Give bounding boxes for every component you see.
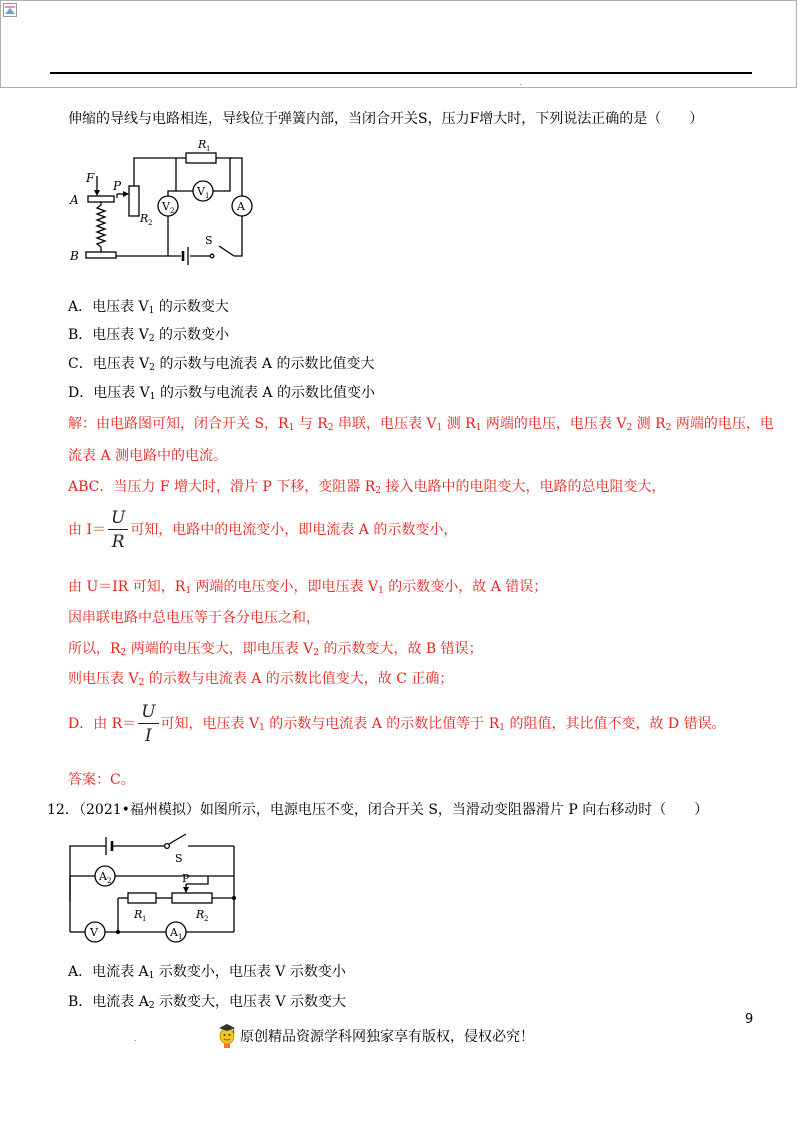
voltmeter-v1: V bbox=[197, 185, 205, 198]
label-r2-q12-sub: 2 bbox=[204, 915, 209, 923]
label-switch-s2: S bbox=[175, 852, 183, 865]
solution-line-8: 则电压表 $V_2$ 的示数与电流表 A 的示数比值变大，故 C 正确； bbox=[68, 671, 454, 688]
q12-number: 12． bbox=[47, 802, 79, 818]
label-r2: R bbox=[140, 212, 149, 225]
voltmeter-v1-sub: 1 bbox=[205, 192, 210, 200]
ammeter-a1: A bbox=[170, 926, 178, 939]
footer-dot: . bbox=[134, 1034, 137, 1043]
label-slider-p: P bbox=[113, 179, 122, 193]
page-header bbox=[0, 0, 797, 88]
solution-line-7: 所以，$R_2$ 两端的电压变大，即电压表 $V_2$ 的示数变大，故 B 错误； bbox=[68, 641, 483, 658]
q12-option-a: A．电流表 $A_1$ 示数变小，电压表 V 示数变小 bbox=[68, 964, 346, 981]
label-slider-p2: P bbox=[182, 872, 190, 885]
label-r1-q12: R bbox=[134, 908, 143, 921]
fraction-u-over-i: $\frac{U}{I}$ bbox=[138, 703, 158, 745]
solution-line-2: 流表 A 测电路中的电流。 bbox=[68, 448, 228, 464]
label-force-f: F bbox=[86, 171, 95, 185]
label-r1-sub: 1 bbox=[206, 145, 211, 153]
header-rule bbox=[50, 72, 752, 74]
mascot-logo-icon bbox=[216, 1023, 238, 1049]
label-r2-q12: R bbox=[196, 908, 205, 921]
voltmeter-v2-sub: 2 bbox=[170, 207, 175, 215]
q11-circuit-diagram bbox=[62, 136, 262, 268]
solution-line-6: 因串联电路中总电压等于各分电压之和， bbox=[68, 610, 320, 626]
ammeter-a1-sub: 1 bbox=[178, 933, 183, 941]
q11-option-a: A．电压表 $V_1$ 的示数变大 bbox=[68, 299, 229, 316]
page-number: 9 bbox=[745, 1012, 754, 1027]
q11-option-d: D．电压表 $V_1$ 的示数与电流表 A 的示数比值变小 bbox=[68, 385, 375, 402]
q12-option-b: B．电流表 $A_2$ 示数变大，电压表 V 示数变大 bbox=[68, 994, 347, 1011]
broken-image-icon bbox=[3, 3, 17, 17]
q12-circuit-diagram bbox=[62, 832, 246, 944]
label-r1-q12-sub: 1 bbox=[142, 915, 147, 923]
fraction-u-over-r: $\frac{U}{R}$ bbox=[108, 509, 128, 551]
solution-line-3: ABC．当压力 F 增大时，滑片 P 下移，变阻器 $R_2$ 接入电路中的电阻变大，电路的总电阻变大， bbox=[68, 479, 666, 496]
label-plate-b: B bbox=[70, 249, 79, 263]
q11-stem: 伸缩的导线与电路相连，导线位于弹簧内部，当闭合开关S，压力F增大时，下列说法正确的是（ ） bbox=[68, 111, 704, 127]
label-r2-sub: 2 bbox=[148, 219, 153, 227]
q11-option-b: B．电压表 $V_2$ 的示数变小 bbox=[68, 327, 230, 344]
voltmeter-v2: V bbox=[162, 200, 170, 213]
header-dot: . bbox=[519, 78, 522, 87]
q11-option-c: C．电压表 $V_2$ 的示数与电流表 A 的示数比值变大 bbox=[68, 356, 375, 373]
solution-line-9: D．由 R＝ $\frac{U}{I}$ 可知，电压表 $V_1$ 的示数与电流表 A 的示数比值等于 $R_1$ 的阻值，其比值不变，故 D 错误。 bbox=[68, 702, 726, 746]
answer-line: 答案：C。 bbox=[68, 772, 135, 788]
voltmeter-v: V bbox=[90, 926, 98, 939]
label-r1: R bbox=[198, 138, 207, 151]
solution-line-5: 由 U＝IR 可知，$R_1$ 两端的电压变小，即电压表 $V_1$ 的示数变小，故 A 错误； bbox=[68, 579, 548, 596]
solution-line-1: 解：由电路图可知，闭合开关 S，$R_1$ 与 $R_2$ 串联，电压表 $V_1$ 测 $R_1$ 两端的电压，电压表 $V_2$ 测 $R_2$ 两端的电压，电 bbox=[68, 416, 774, 433]
footer-copyright: 原创精品资源学科网独家享有版权，侵权必究！ bbox=[216, 1023, 534, 1049]
ammeter-a2: A bbox=[99, 870, 107, 883]
ammeter-a2-sub: 2 bbox=[107, 877, 112, 885]
label-switch-s: S bbox=[205, 234, 213, 247]
q12-stem: （2021•福州模拟）如图所示，电源电压不变，闭合开关 S，当滑动变阻器滑片 P 向右移动时（ ） bbox=[72, 802, 709, 818]
ammeter-a: A bbox=[237, 200, 245, 213]
label-plate-a: A bbox=[70, 193, 79, 207]
solution-line-4: 由 I＝ $\frac{U}{R}$ 可知，电路中的电流变小，即电流表 A 的示数变小， bbox=[68, 508, 458, 552]
